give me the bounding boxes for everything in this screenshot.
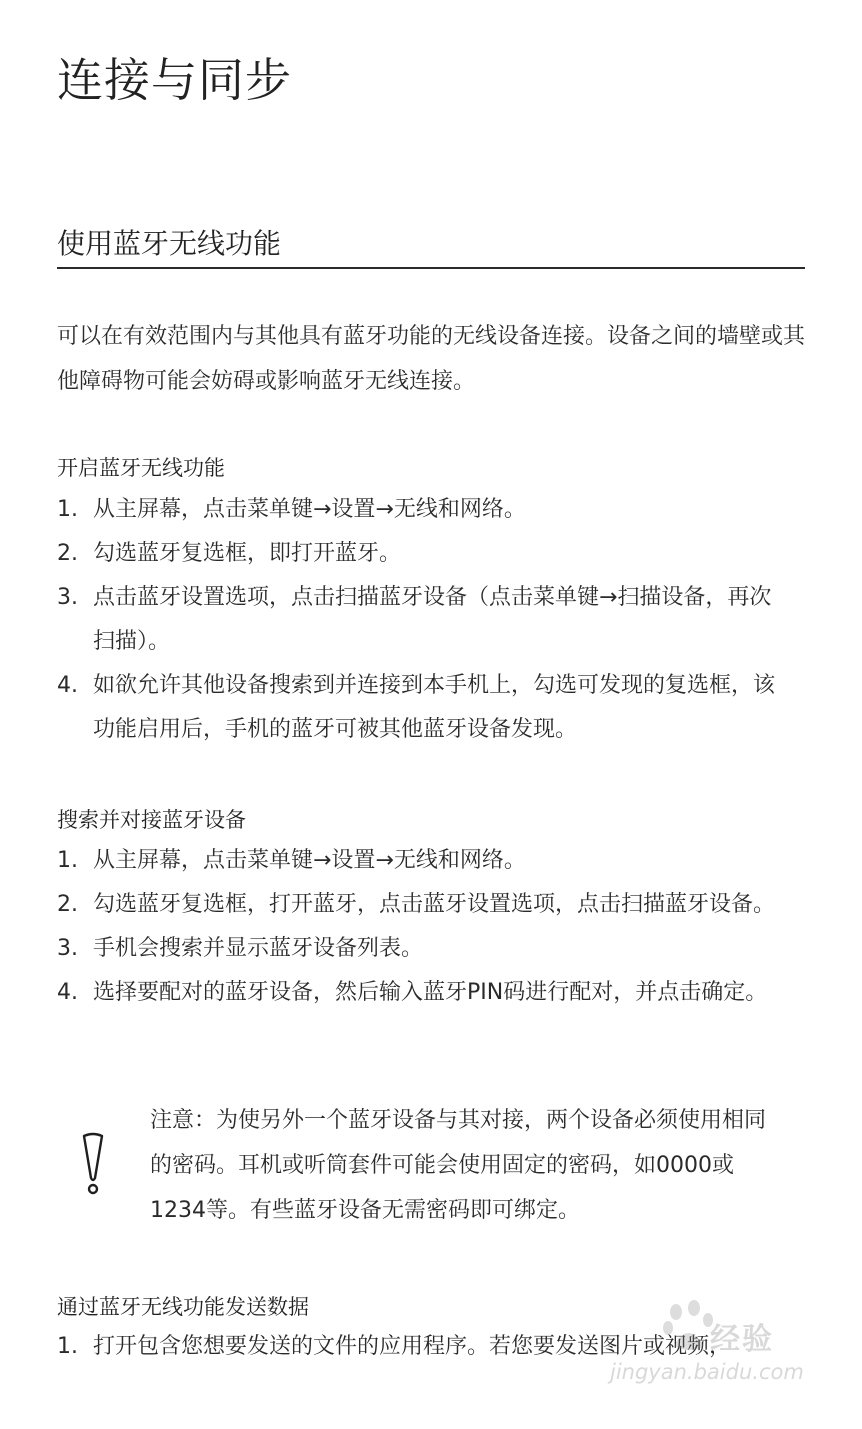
list-item <box>57 927 787 971</box>
list-item <box>57 576 787 664</box>
step-number: 4. <box>57 980 78 1005</box>
step-number: 1. <box>57 1334 78 1359</box>
step-text: 从主屏幕，点击菜单键→设置→无线和网络。 <box>93 497 526 522</box>
intro-paragraph: 可以在有效范围内与其他具有蓝牙功能的无线设备连接。设备之间的墙壁或其他障碍物可能会妨碍或影响蓝牙无线连接。 <box>57 324 806 394</box>
baidu-jingyan-watermark <box>600 1296 815 1396</box>
list-item <box>57 532 787 576</box>
step-number: 1. <box>57 848 78 873</box>
enable-bluetooth-steps <box>57 488 787 752</box>
step-number: 4. <box>57 673 78 698</box>
list-item <box>57 883 787 927</box>
step-text: 打开包含您想要发送的文件的应用程序。若您要发送图片或视频， <box>93 1334 732 1359</box>
note-text: 注意：为使另外一个蓝牙设备与其对接，两个设备必须使用相同的密码。耳机或听筒套件可能会使用固定的密码，如0000或1234等。有些蓝牙设备无需密码即可绑定。 <box>150 1108 767 1223</box>
list-item <box>57 839 787 883</box>
step-number: 1. <box>57 497 78 522</box>
step-text: 勾选蓝牙复选框，即打开蓝牙。 <box>93 541 402 566</box>
pair-bluetooth-steps <box>57 839 787 1015</box>
exclamation-icon <box>80 1132 106 1196</box>
step-number: 3. <box>57 936 78 961</box>
list-item <box>57 664 787 752</box>
list-item <box>57 971 787 1015</box>
step-number: 3. <box>57 585 78 610</box>
enable-bluetooth-heading: 开启蓝牙无线功能 <box>57 456 225 480</box>
step-text: 选择要配对的蓝牙设备，然后输入蓝牙PIN码进行配对，并点击确定。 <box>93 980 768 1005</box>
send-data-heading: 通过蓝牙无线功能发送数据 <box>57 1295 309 1319</box>
step-text: 勾选蓝牙复选框，打开蓝牙，点击蓝牙设置选项，点击扫描蓝牙设备。 <box>93 892 776 917</box>
step-number: 2. <box>57 541 78 566</box>
step-number: 2. <box>57 892 78 917</box>
watermark-url: jingyan.baidu.com <box>610 1360 804 1384</box>
section-divider <box>57 267 805 269</box>
page-title: 连接与同步 <box>57 53 292 107</box>
step-text: 手机会搜索并显示蓝牙设备列表。 <box>93 936 424 961</box>
watermark-brand: 经验 <box>710 1322 774 1357</box>
step-text: 点击蓝牙设置选项，点击扫描蓝牙设备（点击菜单键→扫描设备，再次扫描）。 <box>93 585 772 654</box>
step-text: 如欲允许其他设备搜索到并连接到本手机上，勾选可发现的复选框，该功能启用后，手机的蓝牙可被其他蓝牙设备发现。 <box>93 673 776 742</box>
section-heading: 使用蓝牙无线功能 <box>57 227 282 260</box>
step-text: 从主屏幕，点击菜单键→设置→无线和网络。 <box>93 848 526 873</box>
list-item <box>57 488 787 532</box>
pair-bluetooth-heading: 搜索并对接蓝牙设备 <box>57 808 246 832</box>
note-box <box>80 1098 780 1230</box>
